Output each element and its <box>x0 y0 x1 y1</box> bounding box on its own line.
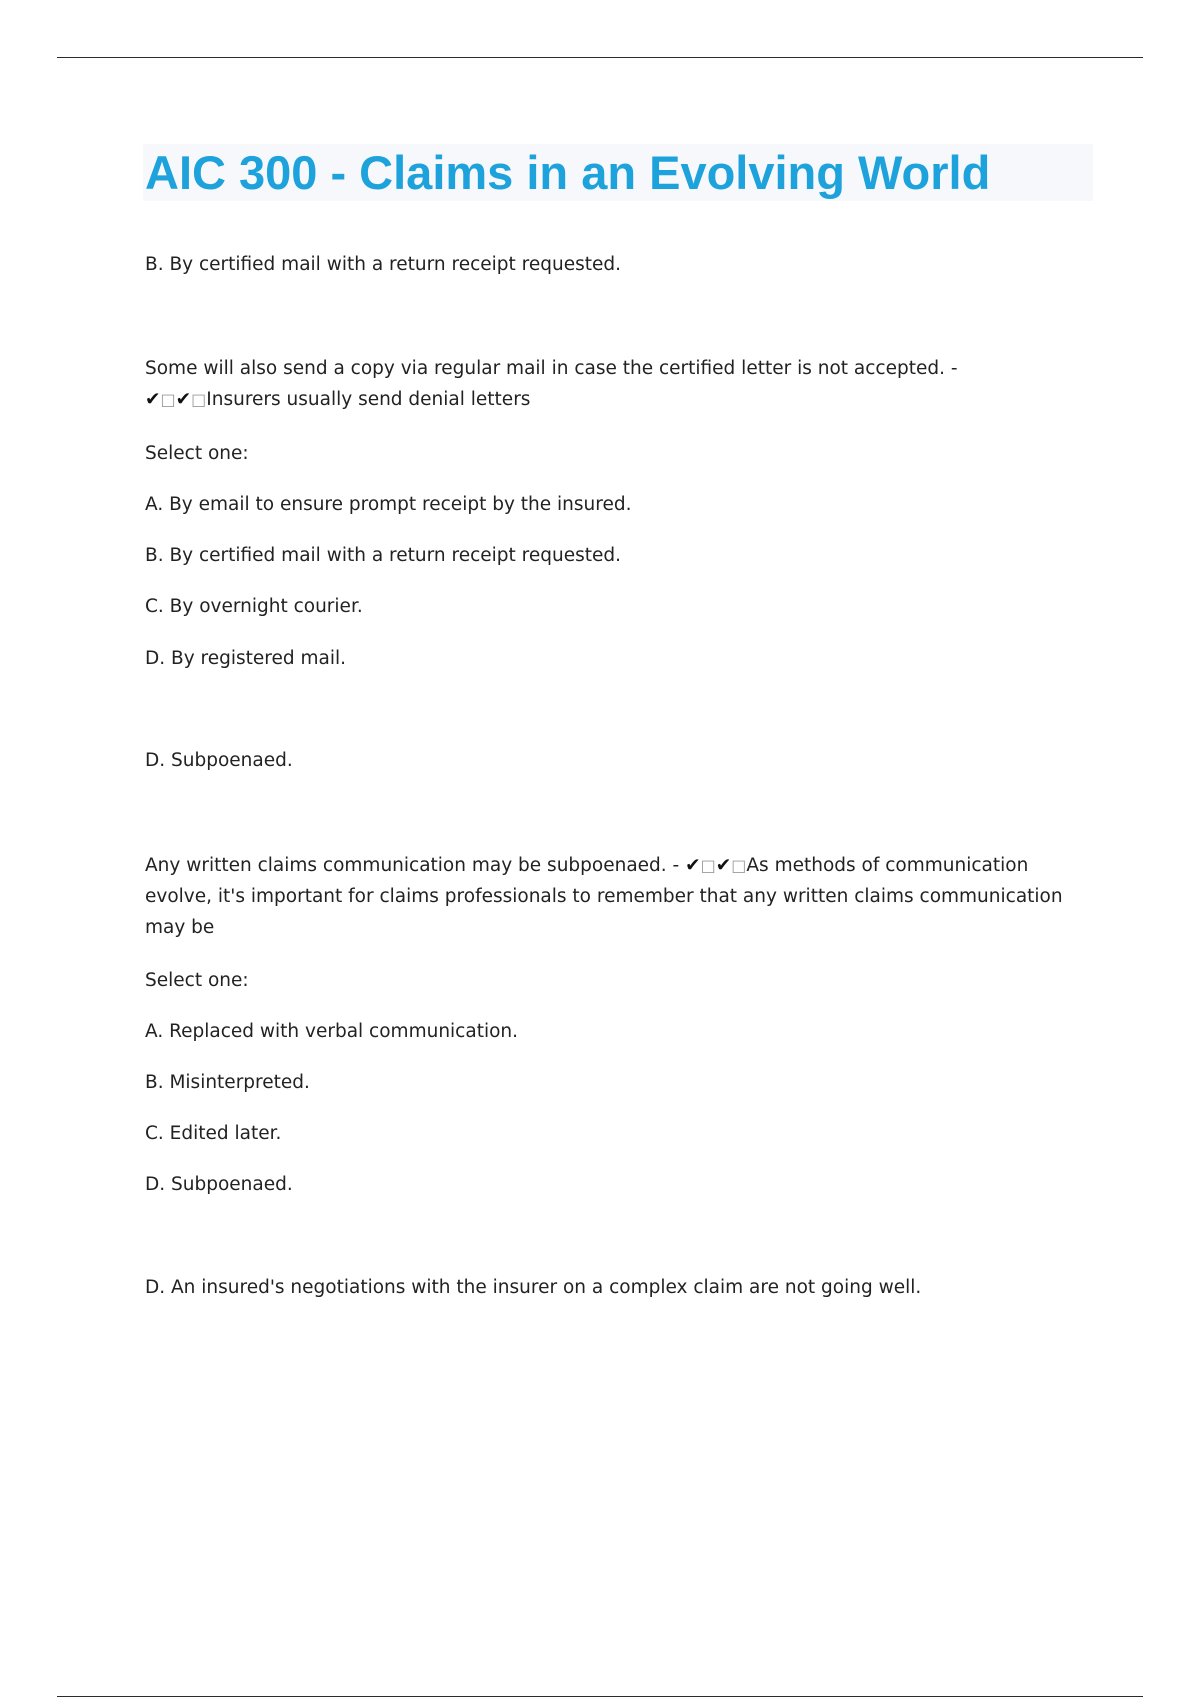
check-icon: ✔ <box>685 855 701 876</box>
question-stem: Insurers usually send denial letters <box>206 389 531 410</box>
explanation-text: Some will also send a copy via regular mail in case the certified letter is not accepted. <box>145 358 945 379</box>
box-icon: □ <box>191 390 207 409</box>
option-item: B. Misinterpreted. <box>145 1072 310 1093</box>
box-icon: □ <box>731 856 747 875</box>
box-icon: □ <box>700 856 716 875</box>
option-item: C. By overnight courier. <box>145 596 363 617</box>
answer-line: D. An insured's negotiations with the insurer on a complex claim are not going well. <box>145 1277 922 1298</box>
document-title: AIC 300 - Claims in an Evolving World <box>145 146 991 199</box>
check-icon: ✔ <box>145 389 161 410</box>
check-icon: ✔ <box>715 855 732 876</box>
box-icon: □ <box>160 390 176 409</box>
question-stem: As methods of communication evolve, it's important for claims professionals to remember that any written claims communication may be <box>145 855 1063 938</box>
select-prompt: Select one: <box>145 970 249 991</box>
option-item: C. Edited later. <box>145 1123 282 1144</box>
option-item: B. By certified mail with a return receipt requested. <box>145 545 621 566</box>
top-rule <box>57 57 1143 58</box>
option-item: A. By email to ensure prompt receipt by the insured. <box>145 494 632 515</box>
question-text <box>145 353 1090 415</box>
bottom-rule <box>57 1696 1143 1697</box>
select-prompt: Select one: <box>145 443 249 464</box>
answer-line: D. Subpoenaed. <box>145 750 293 771</box>
option-item: A. Replaced with verbal communication. <box>145 1021 519 1042</box>
separator: - <box>666 855 686 876</box>
option-item: D. By registered mail. <box>145 648 346 669</box>
answer-line: B. By certified mail with a return receipt requested. <box>145 254 621 275</box>
question-text <box>145 850 1090 943</box>
check-icon: ✔ <box>175 389 192 410</box>
separator: - <box>944 358 958 379</box>
explanation-text: Any written claims communication may be subpoenaed. <box>145 855 667 876</box>
option-item: D. Subpoenaed. <box>145 1174 293 1195</box>
